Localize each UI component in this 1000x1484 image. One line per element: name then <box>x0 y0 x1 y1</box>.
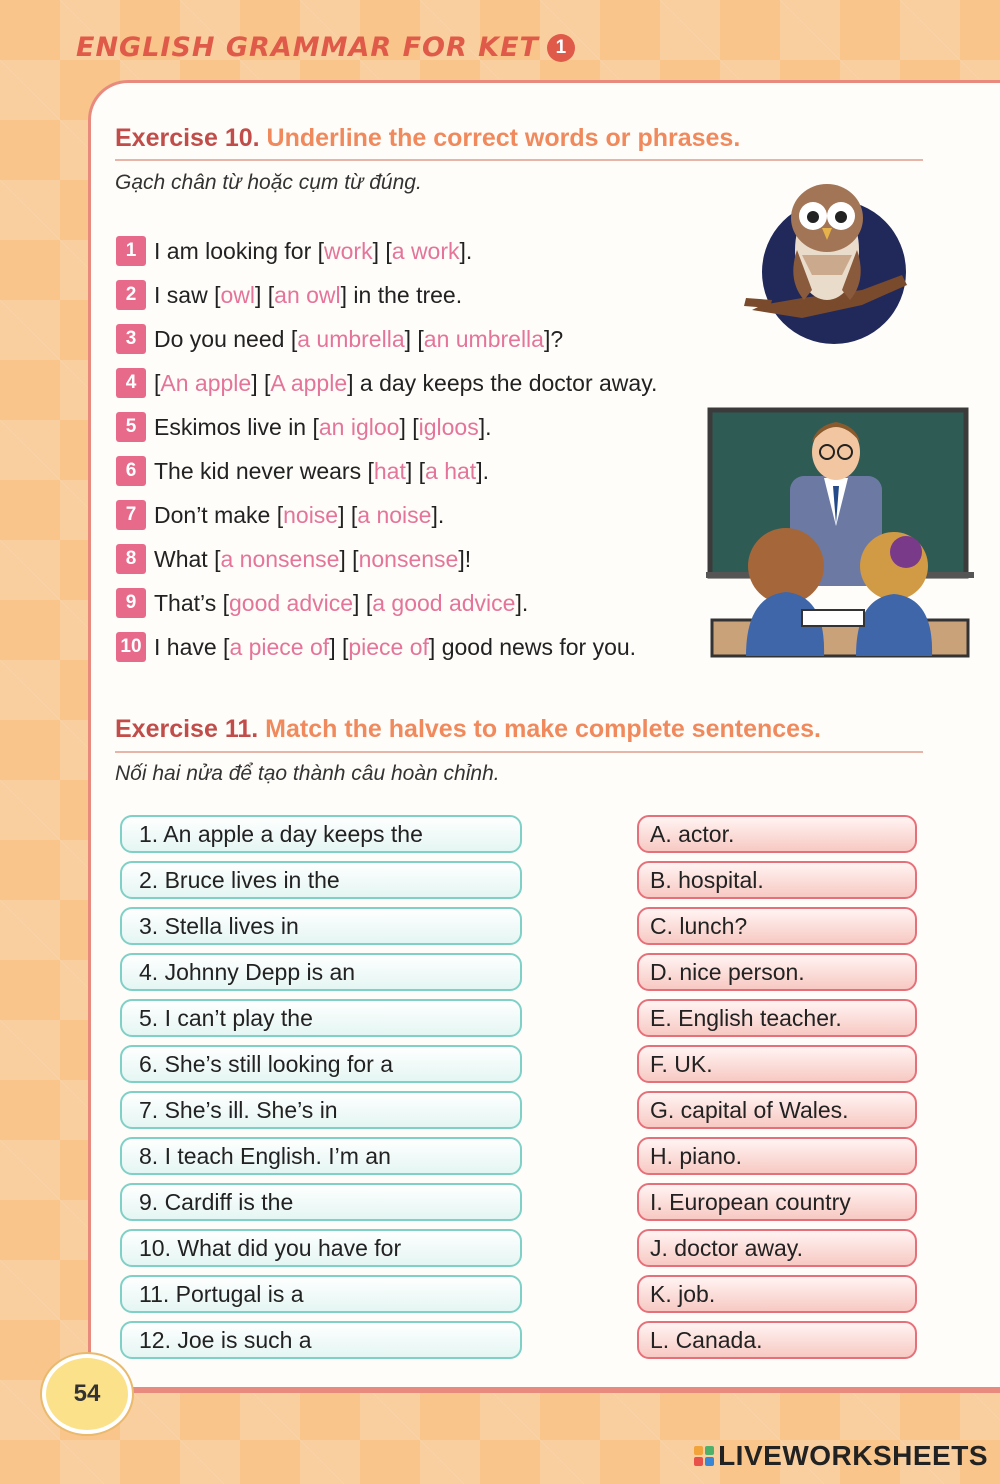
bracket-separator: ] [ <box>372 237 392 264</box>
sentence-text: ]. <box>515 589 529 616</box>
brand-name: LIVEWORKSHEETS <box>718 1440 988 1471</box>
sentence-end-box[interactable]: J. doctor away. <box>637 1229 917 1267</box>
exercise-10-item <box>116 587 528 619</box>
sentence-text: I am looking for [ <box>154 237 325 264</box>
bracket-separator: ] [ <box>329 633 349 660</box>
option-b[interactable]: nonsense <box>358 545 459 572</box>
option-a[interactable]: a nonsense <box>220 545 340 572</box>
sentence-text: I have [ <box>154 633 230 660</box>
bracket-separator: ] [ <box>405 457 426 484</box>
book-level-badge: 1 <box>547 34 575 62</box>
option-a[interactable]: good advice <box>229 589 354 616</box>
question-number: 9 <box>116 588 146 618</box>
option-b[interactable]: an owl <box>274 281 341 308</box>
option-a[interactable]: hat <box>373 457 406 484</box>
sentence-end-box[interactable]: B. hospital. <box>637 861 917 899</box>
option-a[interactable]: work <box>324 237 373 264</box>
sentence-text: ] a day keeps the doctor away. <box>347 369 658 396</box>
sentence-end-box[interactable]: A. actor. <box>637 815 917 853</box>
page-number: 54 <box>42 1354 132 1434</box>
exercise-10-item <box>116 631 636 663</box>
exercise-11-title <box>115 715 821 744</box>
bracket-separator: ] [ <box>404 325 424 352</box>
exercise-10-item <box>116 367 657 399</box>
exercise-10-item <box>116 411 492 443</box>
sentence-end-box[interactable]: L. Canada. <box>637 1321 917 1359</box>
option-b[interactable]: a noise <box>357 501 432 528</box>
exercise-10-item <box>116 455 489 487</box>
sentence-text: The kid never wears [ <box>154 457 374 484</box>
exercise-10-item <box>116 543 471 575</box>
exercise-11-number: Exercise 11. <box>115 715 259 743</box>
option-a[interactable]: an igloo <box>318 413 400 440</box>
option-a[interactable]: noise <box>283 501 339 528</box>
bracket-separator: ] [ <box>338 501 358 528</box>
sentence-text: ] good news for you. <box>428 633 637 660</box>
exercise-10-item <box>116 499 444 531</box>
exercise-10-title <box>115 124 740 153</box>
sentence-start-box[interactable]: 5. I can’t play the <box>120 999 522 1037</box>
sentence-text: I saw [ <box>154 281 221 308</box>
sentence-text: ]. <box>459 237 473 264</box>
sentence-start-box[interactable]: 3. Stella lives in <box>120 907 522 945</box>
sentence-end-box[interactable]: G. capital of Wales. <box>637 1091 917 1129</box>
sentence-end-box[interactable]: D. nice person. <box>637 953 917 991</box>
option-b[interactable]: a good advice <box>372 589 516 616</box>
exercise-10-subtitle: Gạch chân từ hoặc cụm từ đúng. <box>115 171 422 194</box>
sentence-end-box[interactable]: I. European country <box>637 1183 917 1221</box>
question-number: 7 <box>116 500 146 530</box>
sentence-end-box[interactable]: K. job. <box>637 1275 917 1313</box>
question-number: 1 <box>116 236 146 266</box>
book-header <box>76 32 575 63</box>
option-a[interactable]: owl <box>220 281 255 308</box>
book-title: ENGLISH GRAMMAR FOR KET <box>76 32 539 63</box>
exercise-10-item <box>116 279 462 311</box>
exercise-10-rule <box>115 159 923 161</box>
bracket-separator: ] [ <box>353 589 373 616</box>
sentence-text: ]? <box>543 325 564 352</box>
question-number: 8 <box>116 544 146 574</box>
option-b[interactable]: a work <box>391 237 460 264</box>
option-a[interactable]: a piece of <box>229 633 330 660</box>
question-number: 4 <box>116 368 146 398</box>
owl-illustration <box>742 180 912 355</box>
exercise-10-item <box>116 235 472 267</box>
question-number: 3 <box>116 324 146 354</box>
sentence-start-box[interactable]: 10. What did you have for <box>120 1229 522 1267</box>
option-a[interactable]: An apple <box>160 369 252 396</box>
sentence-start-box[interactable]: 8. I teach English. I’m an <box>120 1137 522 1175</box>
sentence-end-box[interactable]: H. piano. <box>637 1137 917 1175</box>
exercise-10-number: Exercise 10. <box>115 124 260 152</box>
option-a[interactable]: a umbrella <box>297 325 405 352</box>
bracket-separator: ] [ <box>339 545 359 572</box>
sentence-text: That’s [ <box>154 589 229 616</box>
sentence-text: ] in the tree. <box>340 281 463 308</box>
sentence-start-box[interactable]: 1. An apple a day keeps the <box>120 815 522 853</box>
bracket-separator: ] [ <box>251 369 271 396</box>
exercise-10-instruction: Underline the correct words or phrases. <box>266 124 741 152</box>
classroom-illustration <box>706 406 974 660</box>
question-number: 10 <box>116 632 146 662</box>
sentence-text: ]. <box>431 501 445 528</box>
sentence-start-box[interactable]: 9. Cardiff is the <box>120 1183 522 1221</box>
sentence-start-box[interactable]: 11. Portugal is a <box>120 1275 522 1313</box>
exercise-11-instruction: Match the halves to make complete sentences. <box>265 715 821 743</box>
question-number: 5 <box>116 412 146 442</box>
option-b[interactable]: A apple <box>270 369 348 396</box>
option-b[interactable]: a hat <box>425 457 477 484</box>
bracket-separator: ] [ <box>399 413 419 440</box>
sentence-end-box[interactable]: C. lunch? <box>637 907 917 945</box>
sentence-end-box[interactable]: F. UK. <box>637 1045 917 1083</box>
bracket-separator: ] [ <box>254 281 275 308</box>
bottom-divider <box>130 1390 1000 1393</box>
sentence-text: ]! <box>458 545 472 572</box>
sentence-text: ]. <box>476 457 489 484</box>
sentence-start-box[interactable]: 12. Joe is such a <box>120 1321 522 1359</box>
option-b[interactable]: piece of <box>348 633 429 660</box>
question-number: 2 <box>116 280 146 310</box>
sentence-text: [ <box>154 369 161 396</box>
sentence-text: Do you need [ <box>154 325 298 352</box>
sentence-start-box[interactable]: 7. She’s ill. She’s in <box>120 1091 522 1129</box>
exercise-11-rule <box>115 751 923 753</box>
sentence-text: Don’t make [ <box>154 501 284 528</box>
sentence-text: What [ <box>154 545 221 572</box>
sentence-end-box[interactable]: E. English teacher. <box>637 999 917 1037</box>
sentence-start-box[interactable]: 4. Johnny Depp is an <box>120 953 522 991</box>
option-b[interactable]: an umbrella <box>423 325 544 352</box>
sentence-text: Eskimos live in [ <box>154 413 319 440</box>
exercise-10-item <box>116 323 563 355</box>
exercise-11-subtitle: Nối hai nửa để tạo thành câu hoàn chỉnh. <box>115 762 500 785</box>
brand-logo <box>694 1440 988 1472</box>
sentence-start-box[interactable]: 2. Bruce lives in the <box>120 861 522 899</box>
question-number: 6 <box>116 456 146 486</box>
sentence-start-box[interactable]: 6. She’s still looking for a <box>120 1045 522 1083</box>
sentence-text: ]. <box>478 413 492 440</box>
option-b[interactable]: igloos <box>418 413 479 440</box>
brand-mark-icon <box>694 1446 714 1466</box>
